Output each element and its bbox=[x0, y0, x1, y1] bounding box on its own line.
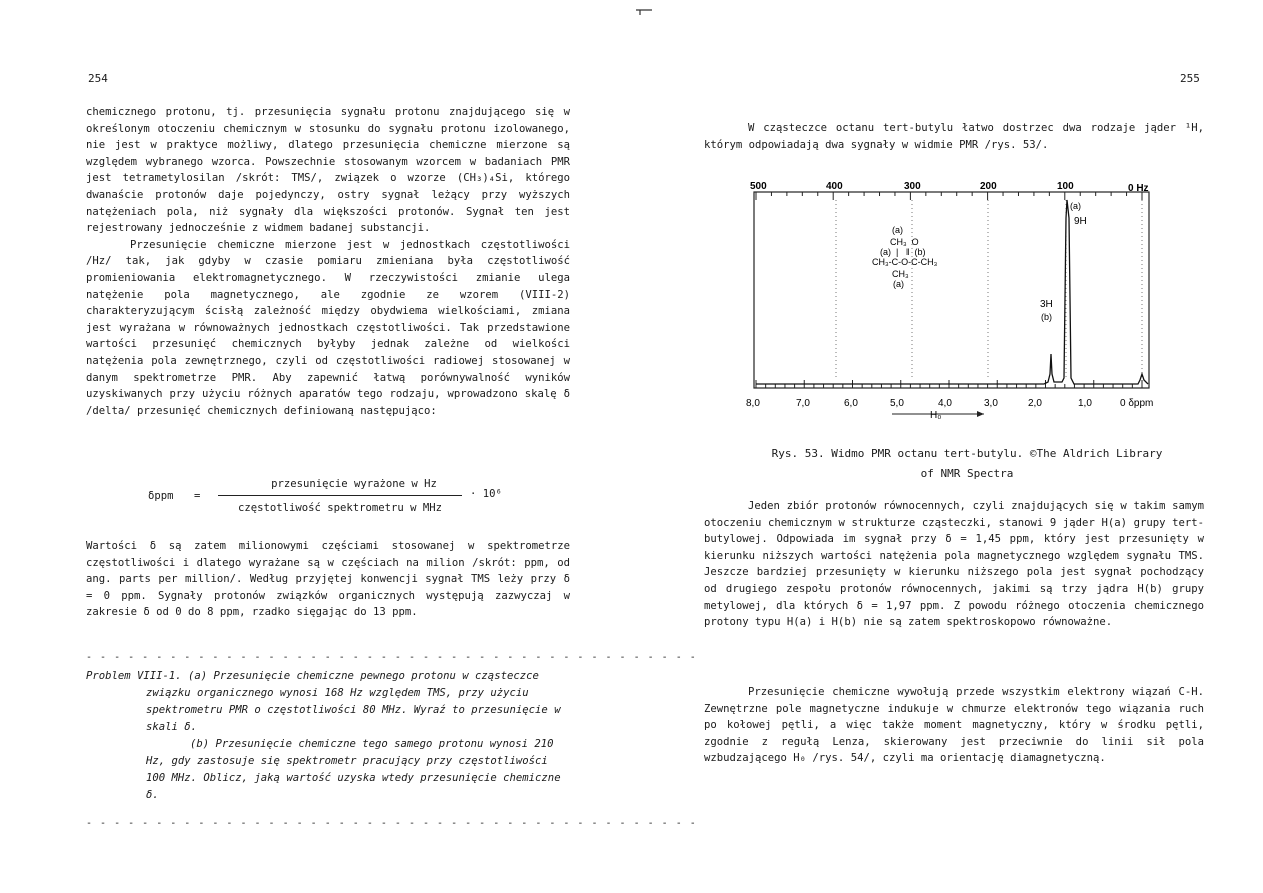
top-tick-label: 0 Hz bbox=[1128, 183, 1149, 194]
bottom-tick-label: 1,0 bbox=[1078, 398, 1092, 409]
formula-numerator: przesunięcie wyrażone w Hz bbox=[271, 478, 437, 490]
peak-b-count: 3H bbox=[1040, 299, 1053, 310]
formula-denominator: częstotliwość spektrometru w MHz bbox=[237, 502, 443, 514]
text-block bbox=[704, 684, 1204, 767]
problem-b: (b) Przesunięcie chemiczne tego samego protonu wynosi 210 Hz, gdy zastosuje się spektrometr pracujący przy częstotliwości 100 MHz. Oblicz, jaką wartość uzyska wtedy przesunięcie chemiczne δ. bbox=[146, 738, 561, 801]
figure-caption bbox=[732, 444, 1202, 484]
structure-line: CH₃ O bbox=[890, 237, 919, 247]
bottom-tick-label: 3,0 bbox=[984, 398, 998, 409]
peak-a-count: 9H bbox=[1074, 216, 1087, 227]
page-number: 254 bbox=[88, 72, 108, 85]
paragraph: W cząsteczce octanu tert-butylu łatwo dostrzec dwa rodzaje jąder ¹H, którym odpowiadają dwa sygnały w widmie PMR /rys. 53/. bbox=[704, 122, 1204, 151]
bottom-tick-label: 5,0 bbox=[890, 398, 904, 409]
paragraph: Jeden zbiór protonów równocennych, czyli znajdujących się w takim samym otoczeniu chemicznym w strukturze cząsteczki, stanowi 9 jąder H(a) grupy tert-butylowej. Odpowiada im sygnał przy δ = 1,45 ppm, który jest przesunięty w kierunku niższych wartości natężenia pola magnetycznego względem sygnału TMS. Jeszcze bardziej przesunięty w kierunku niższego pola jest sygnał pochodzący od drugiego zespołu protonów równocennych, jakimi są trzy jądra H(b) grupy metylowej, dla których δ = 1,97 ppm. Z powodu różnego otoczenia chemicznego protony typu H(a) i H(b) nie są zatem spektroskopowo równoważne. bbox=[704, 500, 1204, 629]
caption-line: of NMR Spectra bbox=[920, 467, 1014, 480]
top-tick-label: 200 bbox=[980, 181, 997, 192]
structure-line: (a) | ‖ (b) bbox=[880, 247, 926, 257]
bottom-tick-label: 8,0 bbox=[746, 398, 760, 409]
structure-line: (a) bbox=[892, 225, 903, 235]
right-page bbox=[632, 0, 1263, 893]
paragraph: Przesunięcie chemiczne wywołują przede wszystkim elektrony wiązań C-H. Zewnętrzne pole magnetyczne indukuje w chmurze elektronów tego wiązania ruch po kołowej pętli, a więc także moment magnetyczny, który w środku pętli, zgodnie z regułą Lenza, skierowany jest przeciwnie do linii sił pola wzbudzającego H₀ /rys. 54/, czyli ma orientację diamagnetyczną. bbox=[704, 686, 1204, 765]
field-label: H₀ bbox=[930, 410, 942, 421]
paragraph: Przesunięcie chemiczne mierzone jest w jednostkach częstotliwości /Hz/ tak, jak gdyby w czasie pomiaru zmieniana była częstotliwość promieniowania elektromagnetycznego. W rzeczywistości zmianie ulega natężenie pola magnetycznego, ale zgodnie ze wzorem (VIII-2) charakteryzującym ścisłą zależność między obydwiema wielkościami, zmiana jest wyrażana w równoważnych jednostkach częstotliwości. Tak przedstawione wartości przesunięć chemicznych byłyby jednak zależne od wielkości natężenia pola zewnętrznego, czyli od częstotliwości radiowej stosowanej w danym spektrometrze PMR. Aby zapewnić łatwą porównywalność wyników uzyskiwanych przy użyciu różnych aparatów tego rodzaju, wprowadzono skalę δ /delta/ przesunięć chemicznych definiowaną następująco: bbox=[86, 238, 570, 417]
peak-a-label: (a) bbox=[1070, 201, 1081, 211]
molecule-structure bbox=[872, 225, 938, 289]
arrow-head bbox=[977, 411, 984, 417]
text-block bbox=[704, 120, 1204, 153]
bottom-tick-label: 0 δppm bbox=[1120, 398, 1154, 409]
formula-factor: · 10⁶ bbox=[470, 488, 502, 500]
top-tick-label: 400 bbox=[826, 181, 843, 192]
top-tick-label: 500 bbox=[750, 181, 767, 192]
bottom-tick-label: 7,0 bbox=[796, 398, 810, 409]
text-block bbox=[86, 538, 570, 621]
bottom-tick-label: 2,0 bbox=[1028, 398, 1042, 409]
nmr-spectrum bbox=[744, 178, 1164, 421]
paragraph: chemicznego protonu, tj. przesunięcia sygnału protonu znajdującego się w określonym otoczeniu chemicznym w stosunku do sygnału protonu izolowanego, nie jest w praktyce możliwy, dlatego przesunięcia chemiczne mierzone są względem wybranego wzorca. Powszechnie stosowanym wzorcem w badaniach PMR jest tetrametylosilan /skrót: TMS/, związek o wzorze (CH₃)₄Si, którego dwanaście protonów daje pojedynczy, ostry sygnał leżący przy wyższych natężeniach pola, niż sygnały dla większości protonów. Sygnał ten jest rejestrowany jednocześnie z widmem badanej substancji. bbox=[86, 106, 570, 235]
top-tick-label: 300 bbox=[904, 181, 921, 192]
spectrum-trace bbox=[756, 200, 1148, 384]
structure-line: (a) bbox=[893, 279, 904, 289]
top-axis-ticks bbox=[756, 192, 1142, 200]
bottom-tick-label: 6,0 bbox=[844, 398, 858, 409]
formula-equals: = bbox=[194, 490, 201, 502]
separator: - - - - - - - - - - - - - - - - - - - - - - - - - - - - - - - - - - - - - - - - - - - - bbox=[86, 818, 697, 829]
top-tick-label: 100 bbox=[1057, 181, 1074, 192]
structure-line: CH₃-C-O-C-CH₃ bbox=[872, 257, 938, 267]
problem-block bbox=[86, 668, 570, 804]
paragraph: Wartości δ są zatem milionowymi częściami stosowanej w spektrometrze częstotliwości i dlatego wyrażane są w częściach na milion /skrót: ppm, od ang. parts per million/. Według przyjętej konwencji sygnał TMS leży przy δ = 0 ppm. Sygnały protonów związków organicznych występują zazwyczaj w zakresie δ od 0 do 8 ppm, rzadko sięgając do 13 ppm. bbox=[86, 540, 570, 619]
structure-line: CH₃ bbox=[892, 269, 909, 279]
text-block bbox=[704, 498, 1204, 631]
delta-formula bbox=[148, 478, 568, 518]
separator: - - - - - - - - - - - - - - - - - - - - - - - - - - - - - - - - - - - - - - - - - - - - bbox=[86, 652, 697, 663]
spectrum-frame bbox=[754, 192, 1149, 388]
caption-line: Rys. 53. Widmo PMR octanu tert-butylu. ©The Aldrich Library bbox=[771, 447, 1163, 460]
page-number: 255 bbox=[1180, 72, 1200, 85]
fraction-bar bbox=[218, 495, 462, 496]
formula-lhs: δppm bbox=[148, 490, 174, 502]
bottom-tick-label: 4,0 bbox=[938, 398, 952, 409]
problem-a: Problem VIII-1. (a) Przesunięcie chemiczne pewnego protonu w cząsteczce związku organicznego wynosi 168 Hz względem TMS, przy użyciu spektrometru PMR o częstotliwości 80 MHz. Wyraź to przesunięcie w skali δ. bbox=[86, 670, 561, 733]
peak-b-label: (b) bbox=[1041, 312, 1052, 322]
text-block bbox=[86, 104, 570, 419]
